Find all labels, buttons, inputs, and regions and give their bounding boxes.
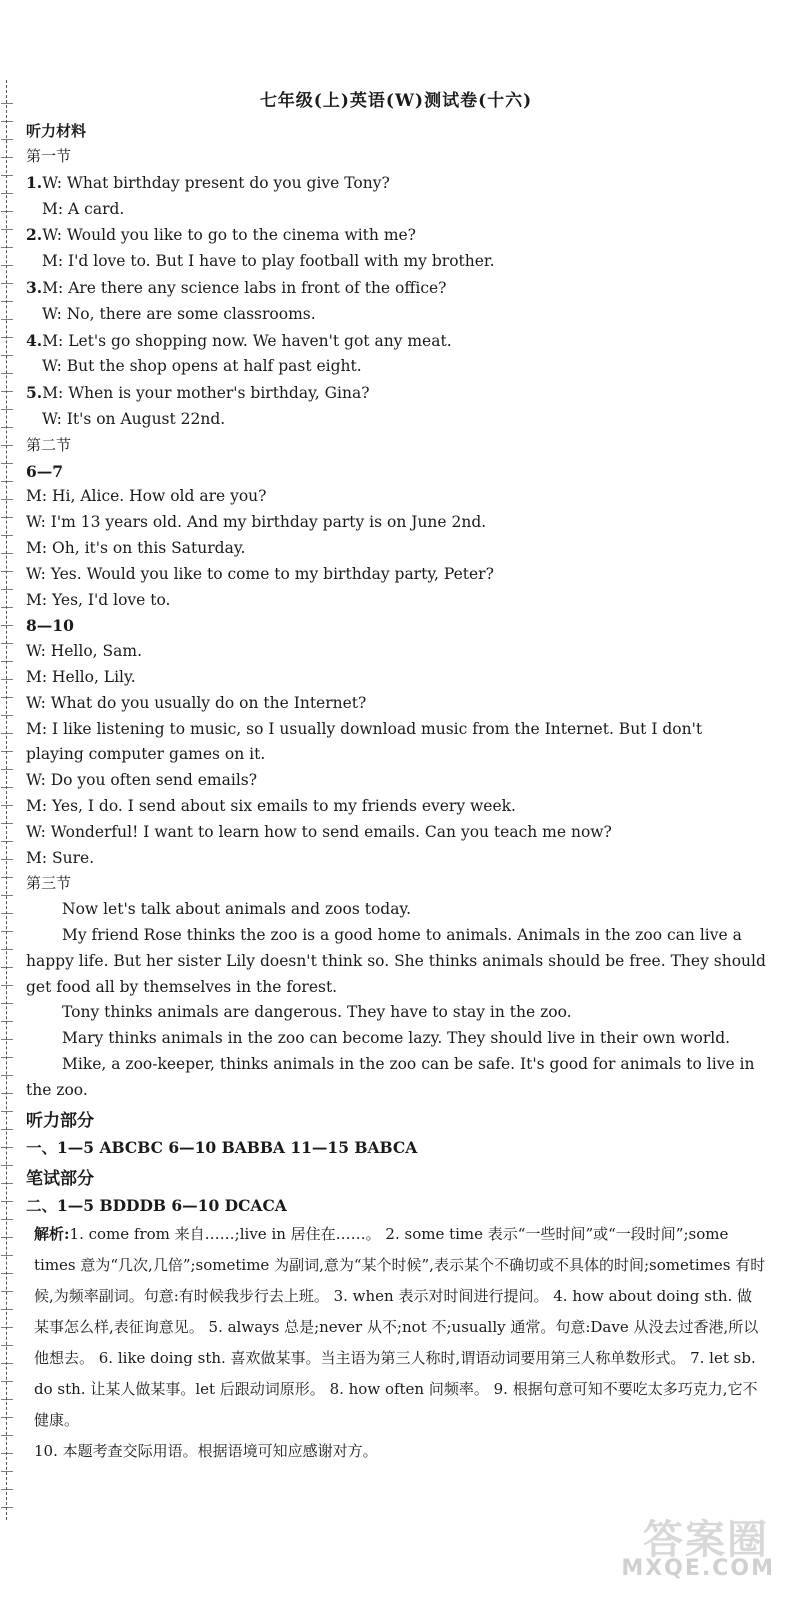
dialogue-text: M: Are there any science labs in front of the office? xyxy=(42,278,447,297)
dialogue-line: W: Yes. Would you like to come to my birthday party, Peter? xyxy=(26,564,494,583)
dialogue-line xyxy=(26,328,766,355)
dialogue-line: M: Hi, Alice. How old are you? xyxy=(26,487,267,506)
section3-label: 第三节 xyxy=(26,874,72,893)
dialogue-line: W: I'm 13 years old. And my birthday party is on June 2nd. xyxy=(26,513,487,532)
dialogue-line xyxy=(26,275,766,302)
dialogue-text: M: When is your mother's birthday, Gina? xyxy=(42,384,370,403)
binding-ticks xyxy=(1,86,13,1516)
dialogue-line: W: Do you often send emails? xyxy=(26,771,258,790)
question-number: 3. xyxy=(26,277,43,297)
section1-label: 第一节 xyxy=(26,147,72,165)
dialogue-text: M: I'd love to. But I have to play football with my brother. xyxy=(42,252,495,271)
question-number: 5. xyxy=(26,383,43,403)
watermark xyxy=(579,1508,779,1588)
section3-passage xyxy=(26,897,766,1103)
dialogue-line: W: Wonderful! I want to learn how to send emails. Can you teach me now? xyxy=(26,822,612,841)
question-number: 1. xyxy=(26,172,43,192)
dialogue-text: W: What birthday present do you give Tony? xyxy=(42,173,390,192)
dialogue-text: W: But the shop opens at half past eight. xyxy=(42,357,362,376)
dialogue-text: M: Let's go shopping now. We haven't got any meat. xyxy=(42,331,452,350)
analysis-label: 解析: xyxy=(34,1225,70,1244)
group2-range: 8—10 xyxy=(26,616,74,636)
listening-part-heading: 听力部分 xyxy=(26,1111,94,1132)
dialogue-line xyxy=(26,302,766,328)
dialogue-line: M: Yes, I'd love to. xyxy=(26,590,171,609)
dialogue-line: M: Sure. xyxy=(26,848,95,867)
listening-answers: 一、1—5 ABCBC 6—10 BABBA 11—15 BABCA xyxy=(26,1138,418,1158)
dialogue-line: M: Hello, Lily. xyxy=(26,667,136,686)
passage-paragraph: Mike, a zoo-keeper, thinks animals in the zoo can be safe. It's good for animals to live in the zoo. xyxy=(26,1054,755,1099)
dialogue-line: M: Oh, it's on this Saturday. xyxy=(26,538,246,557)
analysis-item-10: 10. 本题考查交际用语。根据语境可知应感谢对方。 xyxy=(34,1442,378,1461)
group2-dialogue xyxy=(26,639,766,871)
dialogue-line xyxy=(26,197,766,223)
dialogue-text: M: A card. xyxy=(42,199,125,218)
listening-material-heading: 听力材料 xyxy=(26,122,87,140)
question-number: 2. xyxy=(26,225,43,245)
dialogue-line: M: I like listening to music, so I usually download music from the Internet. But I don't xyxy=(26,719,703,738)
watermark-logo-text: 答案圈 xyxy=(643,1517,769,1563)
analysis-text: 1. come from 来自……;live in 居住在……。 2. some time 表示“一些时间”或“一段时间”;some times 意为“几次,几倍”;sometime 为副词,意为“某个时候”,表示某个不确切或不具体的时间;sometimes 有时候,为频率副词。句意:有时候我步行去上班。 3. when 表示对时间进行提问。 4. how about doing sth. 做某事怎么样,表征询意见。 5. always 总是;never 从不;not 不;usually 通常。句意:Dave 从没去过香港,所以他想去。 6. like doing sth. 喜欢做某事。当主语为第三人称时,谓语动词要用第三人称单数形式。 7. let sb. do sth. 让某人做某事。let 后跟动词原形。 8. how often 问频率。 9. 根据句意可知不要吃太多巧克力,它不健康。 xyxy=(34,1225,766,1430)
dialogue-line: W: Hello, Sam. xyxy=(26,642,143,661)
written-part-heading: 笔试部分 xyxy=(26,1169,94,1190)
dialogue-line: W: What do you usually do on the Internet? xyxy=(26,693,367,712)
dialogue-line xyxy=(26,249,766,275)
dialogue-line xyxy=(26,354,766,380)
section1-dialogues xyxy=(26,170,766,433)
dialogue-text: W: No, there are some classrooms. xyxy=(42,304,316,323)
group1-range: 6—7 xyxy=(26,461,64,481)
page-title: 七年级(上)英语(W)测试卷(十六) xyxy=(259,91,533,111)
dialogue-line: M: Yes, I do. I send about six emails to my friends every week. xyxy=(26,796,516,815)
dialogue-line xyxy=(26,170,766,197)
analysis-block xyxy=(26,1219,766,1436)
written-answers: 二、1—5 BDDDB 6—10 DCACA xyxy=(26,1196,287,1216)
document-page xyxy=(26,86,766,1467)
dialogue-text: W: Would you like to go to the cinema with me? xyxy=(42,226,416,245)
passage-paragraph: My friend Rose thinks the zoo is a good home to animals. Animals in the zoo can live a happy life. But her sister Lily doesn't think so. She thinks animals should be free. They should get food all by themselves in the forest. xyxy=(26,925,766,996)
dialogue-line: playing computer games on it. xyxy=(26,745,266,764)
dialogue-line xyxy=(26,222,766,249)
dialogue-text: W: It's on August 22nd. xyxy=(42,409,226,428)
passage-paragraph: Tony thinks animals are dangerous. They have to stay in the zoo. xyxy=(62,1003,572,1022)
passage-paragraph: Now let's talk about animals and zoos today. xyxy=(62,900,412,919)
section2-label: 第二节 xyxy=(26,435,72,454)
dialogue-line xyxy=(26,407,766,433)
group1-dialogue xyxy=(26,484,766,613)
watermark-url: MXQE.COM xyxy=(621,1556,775,1581)
question-number: 4. xyxy=(26,330,43,350)
dialogue-line xyxy=(26,380,766,407)
passage-paragraph: Mary thinks animals in the zoo can become lazy. They should live in their own world. xyxy=(62,1029,731,1048)
